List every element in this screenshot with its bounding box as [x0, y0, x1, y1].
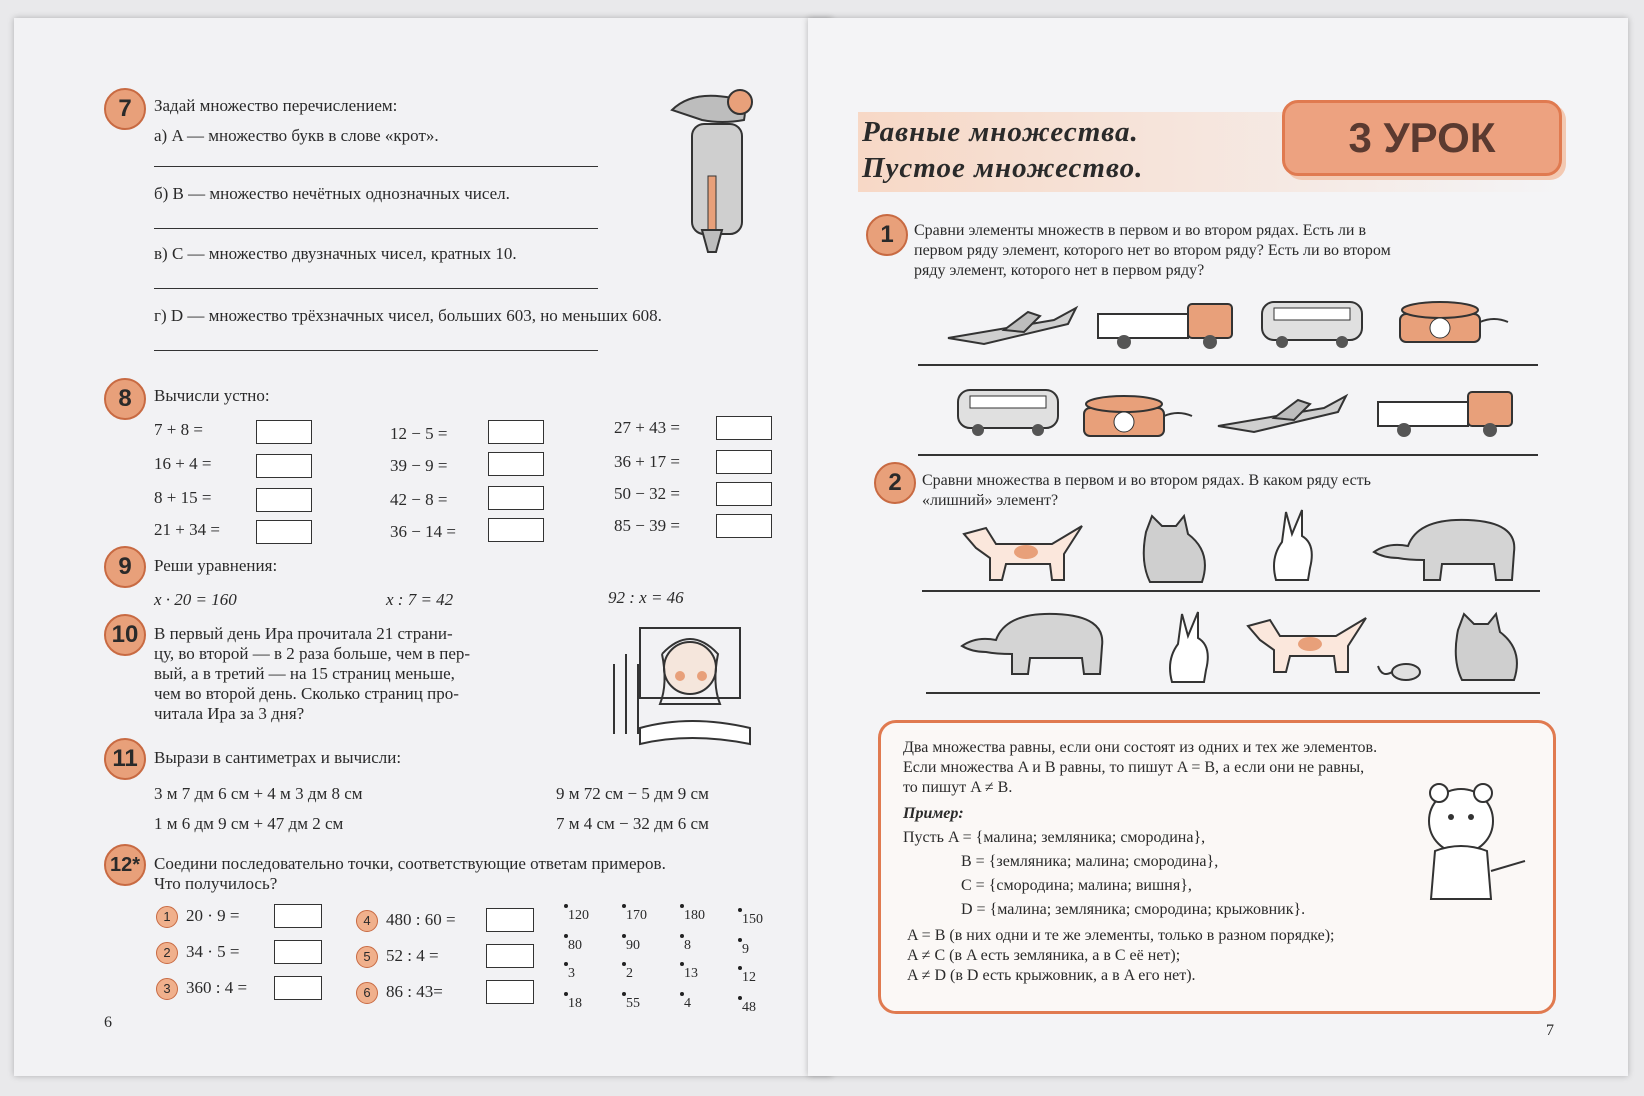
elephant-icon [956, 606, 1114, 678]
equation-2: x : 7 = 42 [386, 590, 454, 609]
plane-icon [1214, 386, 1352, 444]
calc-3-4: 85 − 39 = [614, 516, 680, 535]
calc-2-2: 39 − 9 = [390, 456, 448, 475]
calc-3-1: 27 + 43 = [614, 418, 680, 437]
result-2: A ≠ C (в A есть земляника, а в C её нет); [907, 947, 1181, 964]
task-11-expr-4: 7 м 4 см − 32 дм 6 см [556, 814, 709, 833]
calc-1-4: 21 + 34 = [154, 520, 220, 539]
answer-box[interactable] [716, 514, 772, 538]
example-4-number: 4 [356, 910, 378, 932]
answer-box[interactable] [716, 416, 772, 440]
row-divider [926, 692, 1540, 694]
row-divider [918, 454, 1538, 456]
dot-label[interactable]: 9 [742, 942, 749, 957]
task-7a: а) A — множество букв в слове «крот». [154, 126, 439, 145]
example-6-number: 6 [356, 982, 378, 1004]
dot-label[interactable]: 4 [684, 996, 691, 1011]
telephone-icon [1078, 390, 1200, 442]
dot-label[interactable]: 90 [626, 938, 640, 953]
task-11-expr-1: 3 м 7 дм 6 см + 4 м 3 дм 8 см [154, 784, 363, 803]
rabbit-icon [1262, 508, 1320, 584]
task-2-number: 2 [874, 462, 916, 504]
dot-label[interactable]: 12 [742, 970, 756, 985]
bus-icon [954, 386, 1062, 438]
set-a: Пусть A = {малина; земляника; смородина}, [903, 829, 1206, 846]
dog-icon [956, 518, 1090, 588]
task-7b: б) B — множество нечётных однозначных чисел. [154, 184, 510, 203]
dot-label[interactable]: 8 [684, 938, 691, 953]
task-11-prompt: Вырази в сантиметрах и вычисли: [154, 748, 402, 767]
rabbit-icon [1158, 610, 1216, 686]
telephone-icon [1394, 296, 1516, 348]
lesson-title-1: Равные множества. [862, 116, 1139, 148]
dot-label[interactable]: 18 [568, 996, 582, 1011]
lesson-badge: 3 УРОК [1282, 100, 1562, 176]
answer-box[interactable] [256, 488, 312, 512]
task-10-line-1: В первый день Ира прочитала 21 страни- [154, 624, 453, 643]
task-1-line-2: первом ряду элемент, которого нет во втором ряду? Есть ли во втором [914, 242, 1391, 259]
answer-line-a[interactable] [154, 166, 598, 167]
example-2-number: 2 [156, 942, 178, 964]
answer-box[interactable] [716, 482, 772, 506]
rule-line-2: Если множества A и B равны, то пишут A = B, а если они не равны, [903, 759, 1365, 776]
answer-box[interactable] [274, 976, 322, 1000]
result-1: A = B (в них одни и те же элементы, только в разном порядке); [907, 927, 1335, 944]
equation-1: x · 20 = 160 [154, 590, 237, 609]
answer-box[interactable] [488, 452, 544, 476]
answer-box[interactable] [716, 450, 772, 474]
row-divider [922, 590, 1540, 592]
answer-line-b[interactable] [154, 228, 598, 229]
task-12-prompt-1: Соедини последовательно точки, соответствующие ответам примеров. [154, 854, 666, 873]
example-3-number: 3 [156, 978, 178, 1000]
example-label: Пример: [903, 805, 964, 822]
task-2-line-2: «лишний» элемент? [922, 492, 1059, 509]
bear-illustration [1421, 781, 1533, 911]
dot-label[interactable]: 48 [742, 1000, 756, 1015]
task-1-number: 1 [866, 214, 908, 256]
answer-line-c[interactable] [154, 288, 598, 289]
dot-label[interactable]: 55 [626, 996, 640, 1011]
answer-box[interactable] [486, 908, 534, 932]
dot-label[interactable]: 80 [568, 938, 582, 953]
answer-box[interactable] [488, 518, 544, 542]
calc-1-3: 8 + 15 = [154, 488, 212, 507]
example-5-number: 5 [356, 946, 378, 968]
answer-box[interactable] [488, 486, 544, 510]
answer-box[interactable] [256, 520, 312, 544]
calc-2-3: 42 − 8 = [390, 490, 448, 509]
calc-3-2: 36 + 17 = [614, 452, 680, 471]
rule-line-3: то пишут A ≠ B. [903, 779, 1013, 796]
dot-label[interactable]: 3 [568, 966, 575, 981]
task-7c: в) C — множество двузначных чисел, кратных 10. [154, 244, 517, 263]
rule-line-1: Два множества равны, если они состоят из одних и тех же элементов. [903, 739, 1378, 756]
plane-icon [944, 298, 1082, 356]
mole-illustration [652, 80, 768, 258]
example-1: 20 · 9 = [186, 906, 240, 925]
calc-3-3: 50 − 32 = [614, 484, 680, 503]
task-10-line-2: цу, во второй — в 2 раза больше, чем в пер- [154, 644, 471, 663]
row-divider [918, 364, 1538, 366]
task-2-line-1: Сравни множества в первом и во втором рядах. В каком ряду есть [922, 472, 1371, 489]
lesson-title-2: Пустое множество. [862, 152, 1144, 184]
task-7-prompt: Задай множество перечислением: [154, 96, 398, 115]
dot-label[interactable]: 13 [684, 966, 698, 981]
answer-box[interactable] [486, 980, 534, 1004]
calc-1-1: 7 + 8 = [154, 420, 203, 439]
task-11-expr-2: 9 м 72 см − 5 дм 9 см [556, 784, 709, 803]
task-1-line-1: Сравни элементы множеств в первом и во втором рядах. Есть ли в [914, 222, 1367, 239]
example-3: 360 : 4 = [186, 978, 248, 997]
task-8-number: 8 [104, 378, 146, 420]
dot-label[interactable]: 120 [568, 908, 589, 923]
task-12-number: 12* [104, 844, 146, 886]
girl-reading-illustration [600, 624, 766, 752]
set-d: D = {малина; земляника; смородина; крыжовник}. [961, 901, 1306, 918]
example-1-number: 1 [156, 906, 178, 928]
cat-icon [1448, 610, 1528, 684]
dot-label[interactable]: 2 [626, 966, 633, 981]
result-3: A ≠ D (в D есть крыжовник, а в A его нет). [907, 967, 1196, 984]
equation-3: 92 : x = 46 [608, 588, 684, 607]
cat-icon [1136, 512, 1216, 586]
task-10-line-5: читала Ира за 3 дня? [154, 704, 305, 723]
task-1-line-3: ряду элемент, которого нет в первом ряду? [914, 262, 1205, 279]
task-11-expr-3: 1 м 6 дм 9 см + 47 дм 2 см [154, 814, 344, 833]
dot-label[interactable]: 180 [684, 908, 705, 923]
dot-label[interactable]: 170 [626, 908, 647, 923]
answer-box[interactable] [274, 904, 322, 928]
elephant-icon [1368, 512, 1526, 584]
example-5: 52 : 4 = [386, 946, 439, 965]
answer-line-d[interactable] [154, 350, 598, 351]
answer-box[interactable] [486, 944, 534, 968]
calc-1-2: 16 + 4 = [154, 454, 212, 473]
example-6: 86 : 43= [386, 982, 443, 1001]
task-7-number: 7 [104, 88, 146, 130]
calc-2-4: 36 − 14 = [390, 522, 456, 541]
page-number-right: 7 [1546, 1022, 1554, 1039]
task-10-line-4: чем во второй день. Сколько страниц про- [154, 684, 459, 703]
set-c: C = {смородина; малина; вишня}, [961, 877, 1192, 894]
set-b: B = {земляника; малина; смородина}, [961, 853, 1219, 870]
task-10-line-3: вый, а в третий — на 15 страниц меньше, [154, 664, 455, 683]
task-11-number: 11 [104, 738, 146, 780]
calc-2-1: 12 − 5 = [390, 424, 448, 443]
example-4: 480 : 60 = [386, 910, 456, 929]
page-number-left: 6 [104, 1014, 112, 1031]
task-12-prompt-2: Что получилось? [154, 874, 278, 893]
task-9-prompt: Реши уравнения: [154, 556, 278, 575]
truck-icon [1094, 300, 1240, 352]
task-10-number: 10 [104, 614, 146, 656]
example-2: 34 · 5 = [186, 942, 240, 961]
task-9-number: 9 [104, 546, 146, 588]
task-8-prompt: Вычисли устно: [154, 386, 270, 405]
rule-box [878, 720, 1556, 1014]
dot-label[interactable]: 150 [742, 912, 763, 927]
answer-box[interactable] [256, 454, 312, 478]
dog-icon [1240, 610, 1374, 680]
task-7d: г) D — множество трёхзначных чисел, больших 603, но меньших 608. [154, 306, 662, 325]
truck-icon [1374, 388, 1520, 440]
answer-box[interactable] [274, 940, 322, 964]
bus-icon [1258, 298, 1366, 350]
answer-box[interactable] [488, 420, 544, 444]
answer-box[interactable] [256, 420, 312, 444]
mouse-icon [1376, 656, 1426, 682]
